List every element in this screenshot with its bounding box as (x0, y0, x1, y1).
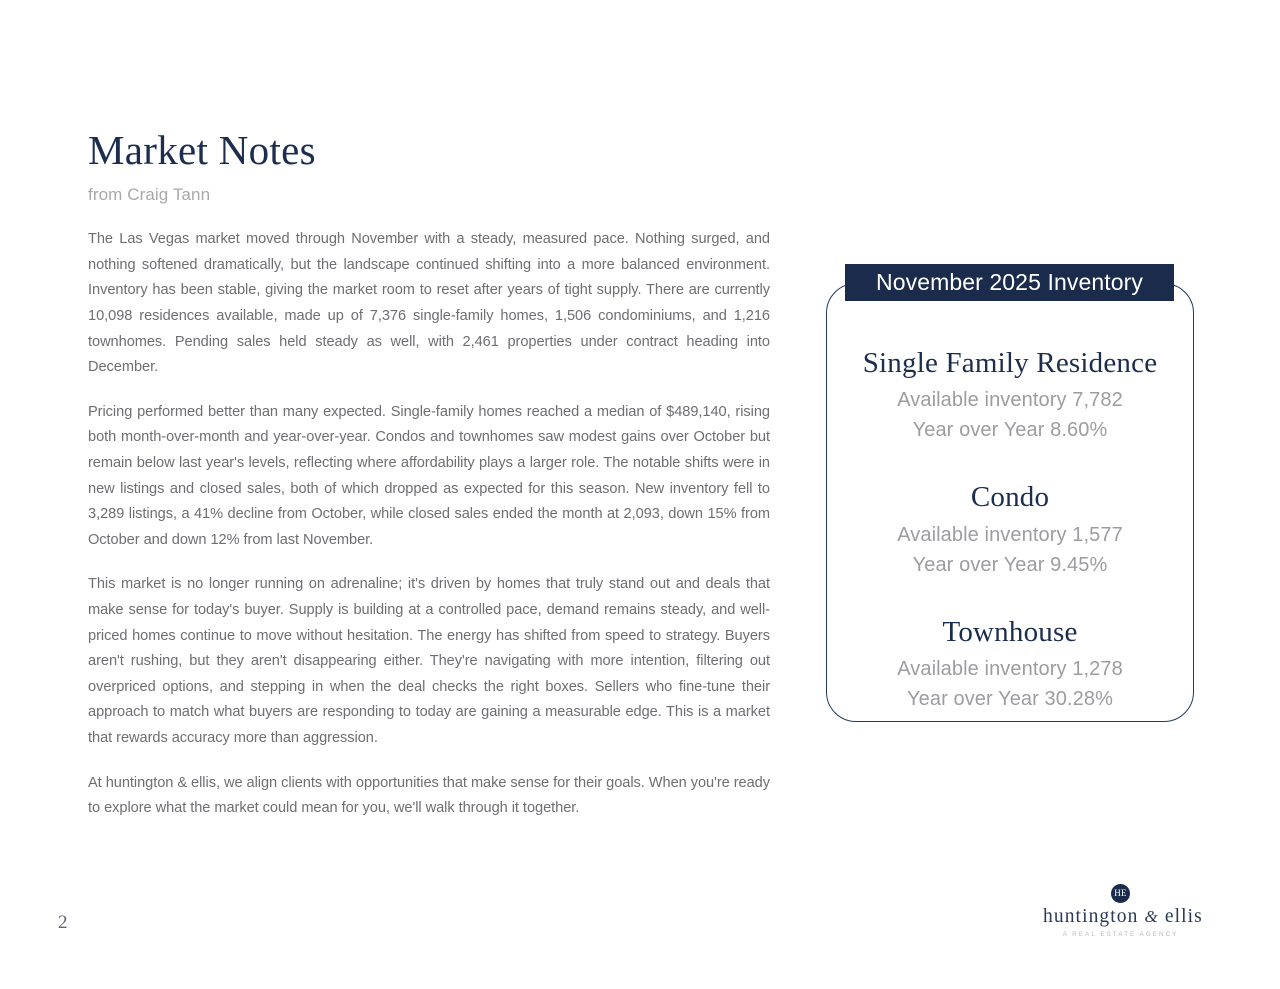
inventory-group-title: Single Family Residence (862, 347, 1158, 379)
inventory-group-title: Condo (970, 481, 1050, 514)
inventory-group-condo (826, 481, 1194, 579)
body-paragraph-4: At huntington & ellis, we align clients with opportunities that make sense for their goals. When you're ready to explore what the market could mean for you, we'll walk through it together. (88, 774, 770, 817)
inventory-available-line: Available inventory 1,577 (897, 523, 1123, 546)
inventory-card-body (826, 283, 1194, 722)
logo-name-left: huntington (1043, 906, 1139, 927)
inventory-card-badge (845, 264, 1174, 301)
logo-monogram-icon (1111, 884, 1130, 903)
inventory-badge-label: November 2025 Inventory (876, 269, 1143, 295)
inventory-yoy-line: Year over Year 30.28% (907, 688, 1113, 711)
page-title: Market Notes (88, 127, 316, 173)
logo-monogram-text: HE (1114, 888, 1127, 898)
logo-name-right: ellis (1164, 906, 1203, 927)
body-paragraph-3: This market is no longer running on adrenaline; it's driven by homes that truly stand out and deals that make sense for today's buyer. Supply is building at a controlled pace, demand remains steady, and well-priced homes continue to move without hesitation. The energy has shifted from speed to strategy. Buyers aren't rushing, but they aren't disappearing either. They're navigating with more intention, filtering out overpriced options, and stepping in when the deal checks the right boxes. Sellers who fine-tune their approach to match what buyers are responding to today are gaining a measurable edge. This is a market that rewards accuracy more than aggression. (88, 576, 770, 746)
logo-ampersand: & (1144, 907, 1159, 926)
inventory-group-townhouse (826, 616, 1194, 714)
body-paragraph-1: The Las Vegas market moved through November with a steady, measured pace. Nothing surged, and nothing softened dramatically, but the landscape continued shifting into a more balanced environment. Inventory has been stable, giving the market room to reset after years of tight supply. There are currently 10,098 residences available, made up of 7,376 single-family homes, 1,506 condominiums, and 1,216 townhomes. Pending sales held steady as well, with 2,461 properties under contract heading into December. (88, 231, 770, 376)
inventory-yoy-line: Year over Year 9.45% (912, 553, 1108, 576)
byline: from Craig Tann (88, 185, 211, 205)
article-column (88, 128, 770, 822)
body-paragraph-2: Pricing performed better than many expected. Single-family homes reached a median of $489,140, rising both month-over-month and year-over-year. Condos and townhomes saw modest gains over October but remain below last year's levels, reflecting where affordability plays a larger role. The notable shifts were in new listings and closed sales, both of which dropped as expected for this season. New inventory fell to 3,289 listings, a 41% decline from October, while closed sales ended the month at 2,093, down 15% from October and down 12% from last November. (88, 403, 770, 548)
inventory-card (826, 264, 1194, 726)
inventory-available-line: Available inventory 7,782 (897, 389, 1123, 412)
inventory-group-title: Townhouse (942, 615, 1078, 648)
brand-logo (1043, 884, 1203, 938)
logo-tagline: A REAL ESTATE AGENCY (1062, 931, 1179, 938)
inventory-group-single-family (826, 347, 1194, 445)
inventory-available-line: Available inventory 1,278 (897, 658, 1123, 681)
page-number: 2 (58, 912, 68, 933)
inventory-yoy-line: Year over Year 8.60% (912, 419, 1108, 442)
logo-wordmark (1043, 905, 1203, 928)
